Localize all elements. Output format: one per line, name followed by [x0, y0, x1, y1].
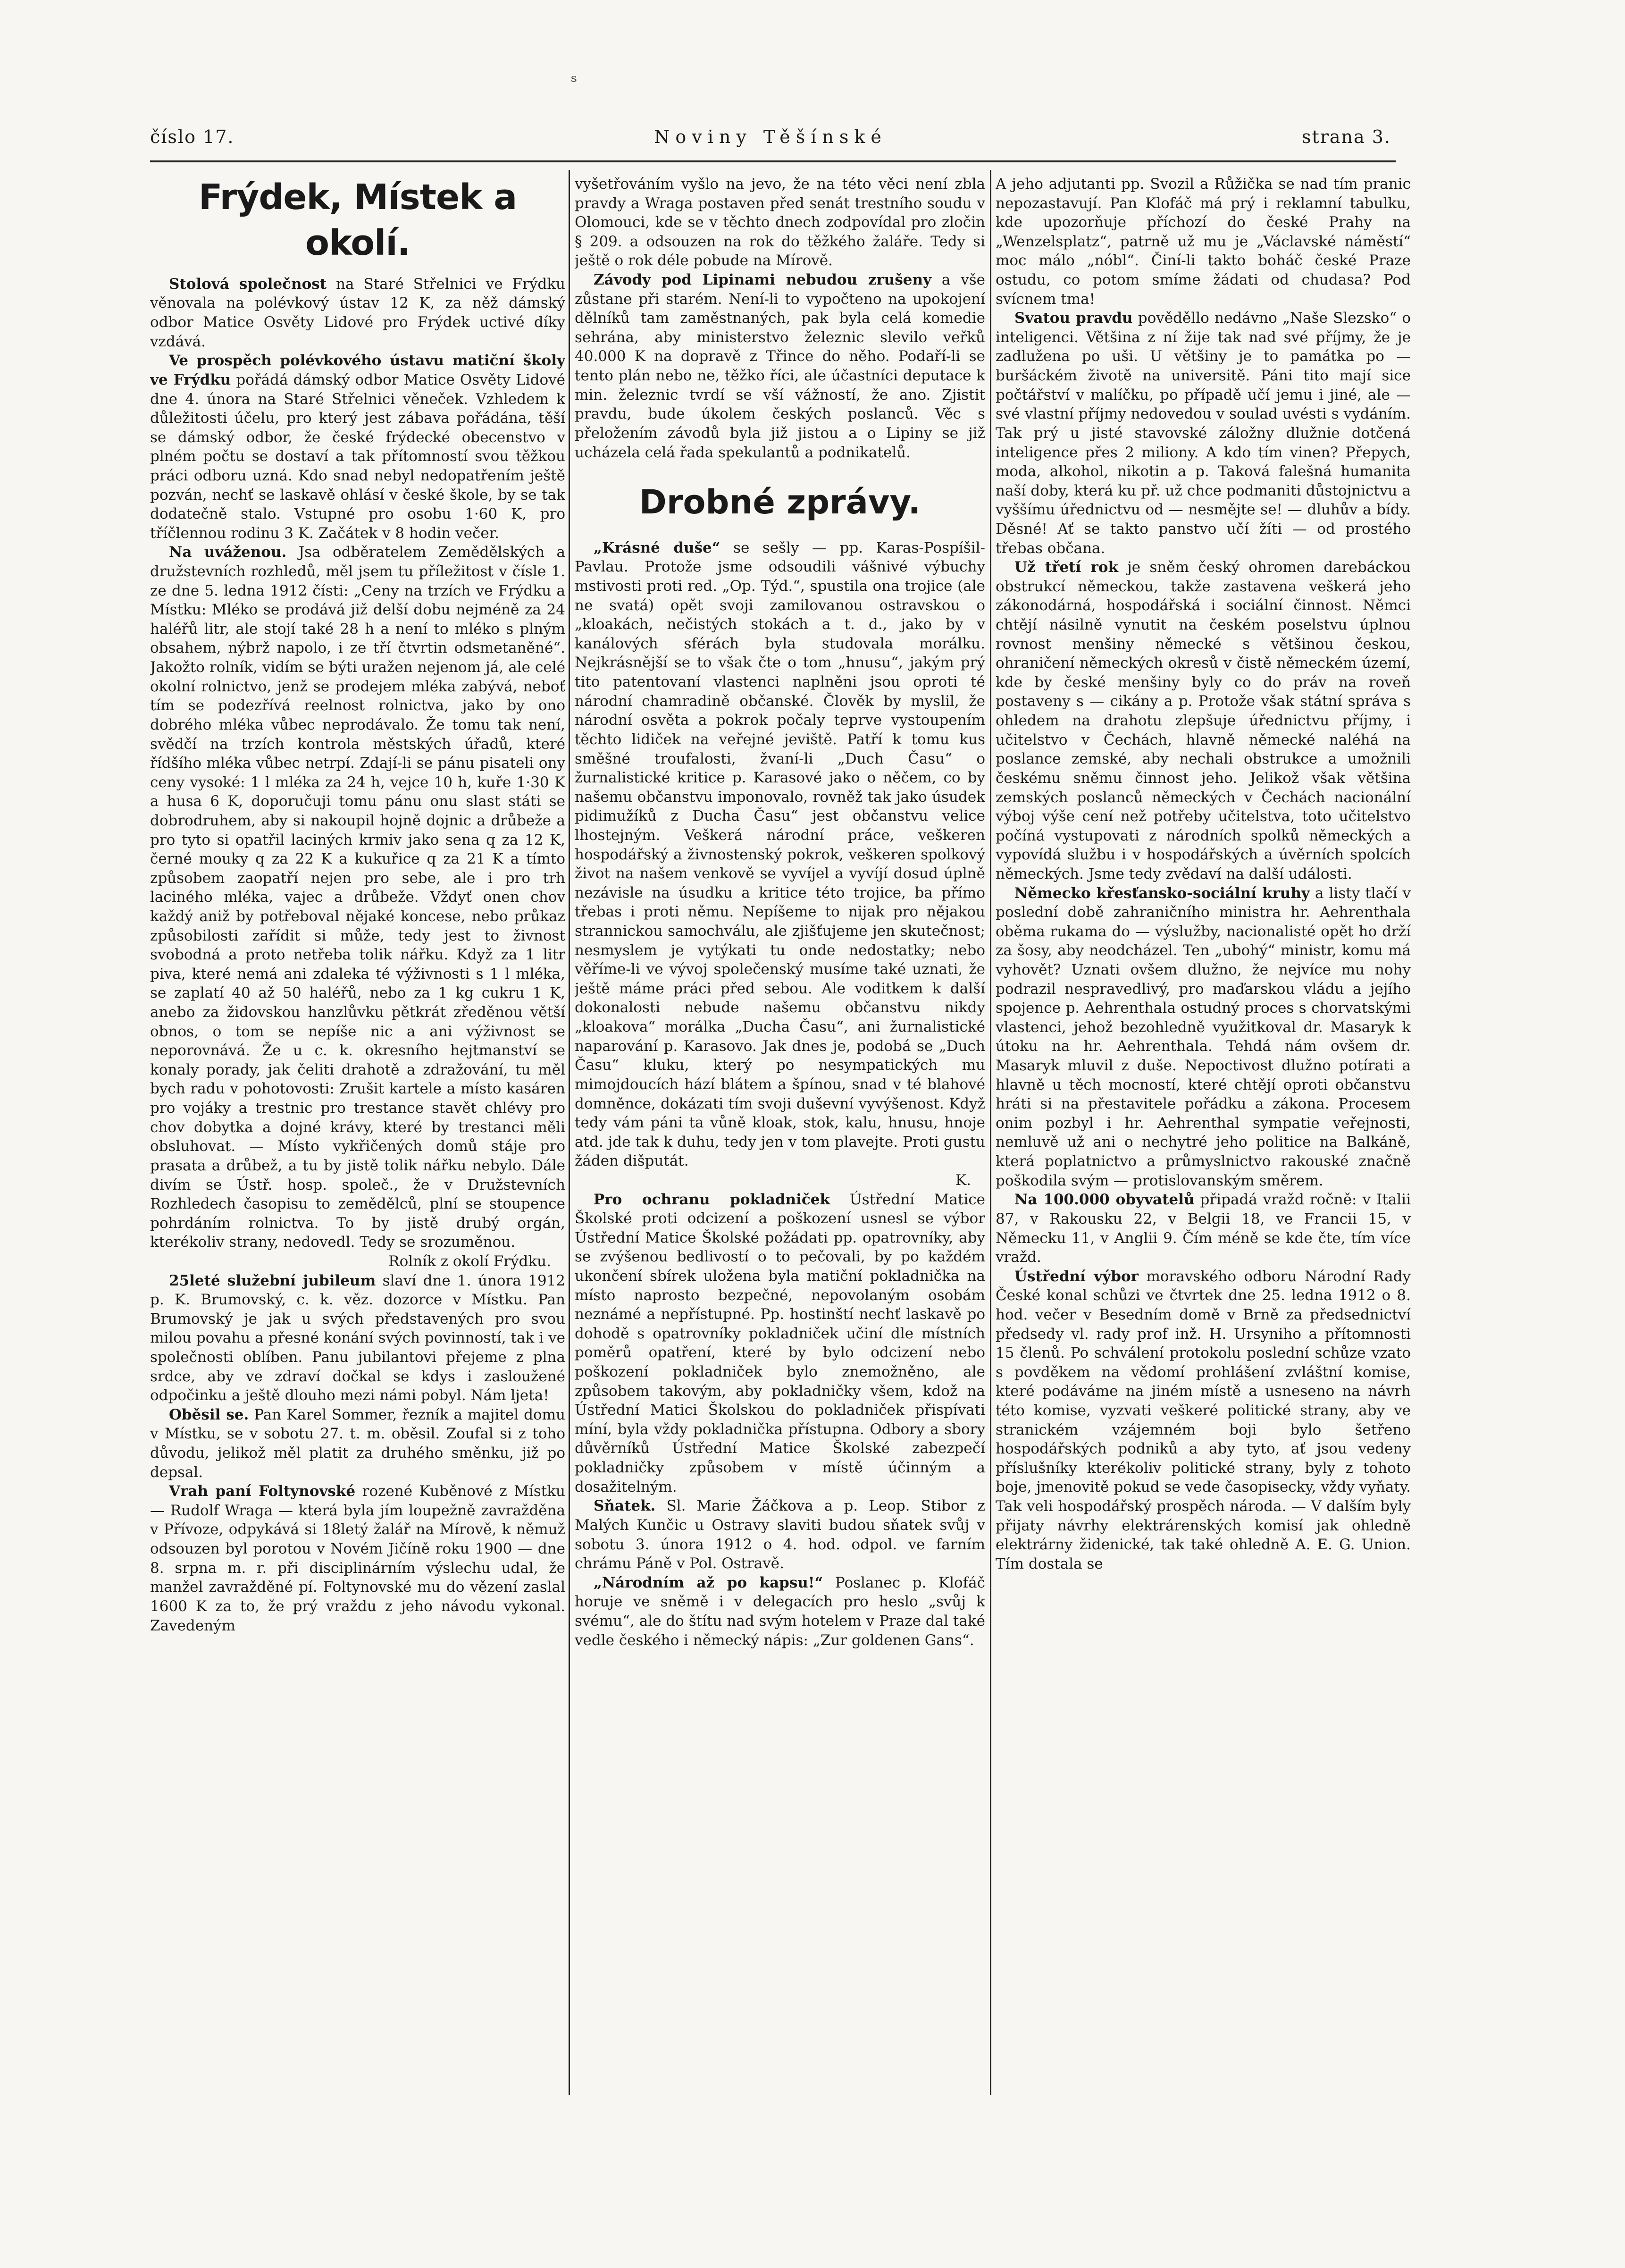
newspaper-title: Noviny Těšínské [654, 126, 887, 147]
article-pokladnicky [575, 1190, 985, 1497]
article-lead: „Národním až po kapsu!“ [594, 1574, 823, 1591]
article-svatou-pravdu [996, 309, 1411, 558]
article-lead: Pro ochranu pokladniček [594, 1191, 830, 1208]
article-lead: Svatou pravdu [1014, 310, 1133, 327]
article-body: Poslanec p. Klofáč horuje ve sněmě i v delegacích pro heslo „svůj k svému“, ale do štítu nad svým hotelem v Praze dal také vedle českého i německý nápis: „Zur goldenen Gans“. [575, 1574, 985, 1649]
article-lead: Ústřední výbor [1014, 1268, 1139, 1285]
column-divider-1 [569, 170, 570, 2095]
page-number: strana 3. [1301, 126, 1391, 147]
column-2 [575, 175, 985, 2213]
article-ustredni-vybor [996, 1267, 1411, 1574]
article-continued [996, 175, 1411, 309]
article-body: A jeho adjutanti pp. Svozil a Růžička se nad tím pranic nepozastavují. Pan Klofáč má prý i reklamní tabulku, kde upozorňuje příchozí do české Prahy na „Wenzelsplatz“, patrně už mu je „Václavské náměstí“ moc málo „nóbl“. Činí-li takto boháč české Praze ostudu, co potom smíme žádati od chudasa? Pod svícnem tma! [996, 176, 1411, 308]
article-vrah [150, 1482, 565, 1635]
issue-number: číslo 17. [150, 126, 235, 147]
article-signature: K. [955, 1171, 971, 1189]
article-body: pořádá dámský odbor Matice Osvěty Lidové dne 4. února na Staré Střelnici věneček. Vzhledem k důležitosti účelu, pro který jest zábava pořádána, těší se dámský odbor, že české frýdecké obecenstvo v plném počtu se dostaví a tak přítomností svou těžkou práci odboru uzná. Kdo snad nebyl nedopatřením ještě pozván, nechť se laskavě ohlásí v české škole, by se tak dodatečně stalo. Vstupné pro osobu 1·60 K, pro tříčlennou rodinu 3 K. Začátek v 8 hodin večer. [150, 371, 565, 542]
article-lead: „Krásné duše“ [594, 539, 720, 556]
article-body: Sl. Marie Žáčkova a p. Leop. Stibor z Malých Kunčic u Ostravy slaviti budou sňatek svůj v sobotu 3. února 1912 o 4. hod. odpol. ve farním chrámu Páně v Pol. Ostravě. [575, 1497, 985, 1572]
article-nemecko-krestanske [996, 884, 1411, 1191]
article-continued [575, 175, 985, 270]
page-mark: ˢ [571, 71, 578, 92]
section-heading-frydek: Frýdek, Místek a okolí. [198, 177, 517, 263]
header-rule [150, 160, 1396, 162]
article-krasne-duse [575, 538, 985, 1171]
column-3 [996, 175, 1411, 2213]
article-lead: Sňatek. [594, 1497, 656, 1515]
article-lead: Už třetí rok [1014, 559, 1118, 576]
article-body: slaví dne 1. února 1912 p. K. Brumovský, c. k. věz. dozorce v Místku. Pan Brumovský je jak u svých představených pro svou milou povahu a přesné konání svých povinností, tak i ve společnosti oblíben. Panu jubilantovi přejeme z plna srdce, aby ve zdraví dočkal se kdys i zasloužené odpočinku a ještě dlouho mezi námi pobyl. Nám ljeta! [150, 1272, 565, 1404]
article-signature: Rolník z okolí Frýdku. [388, 1252, 551, 1270]
article-lead: Ve prospěch polévkového ústavu matiční školy ve Frýdku [150, 352, 565, 388]
column-1 [150, 175, 565, 2213]
article-body: moravského odboru Národní Rady České konal schůzi ve čtvrtek dne 25. ledna 1912 o 8. hod. večer v Besedním domě v Brně za předsednictví předsedy vl. rady prof inž. H. Ursyniho a přítomnosti 15 členů. Po schválení protokolu poslední schůze vzato s povděkem na vědomí prohlášení zvláštní komise, které podáváme na jiném místě a usneseno na návrh této komise, vyzvati veškeré politické strany, aby ve stranickém vzájemném boji bylo šetřeno hospodářských podniků a aby tyto, ať jsou vedeny příslušníky kterékoliv politické strany, byly z tohoto boje, jmenovitě pokud se vede časopisecky, vždy vyňaty. Tak veli hospodářský prospěch národa. — V dalším byly přijaty návrhy elektrárenských komisí jak ohledně elektrárny židenické, tak také ohledně A. E. G. Union. Tím dostala se [996, 1268, 1411, 1572]
article-jubileum [150, 1271, 565, 1405]
article-lead: 25leté služební jubileum [169, 1272, 376, 1289]
article-lead: Oběsil se. [169, 1406, 249, 1423]
article-vrazdy [996, 1190, 1411, 1267]
article-body: Jsa odběratelem Zemědělských a družstevních rozhledů, měl jsem tu příležitost v čísle 1. ze dne 5. ledna 1912 čísti: „Ceny na trzích ve Frýdku a Místku: Mléko se prodává již delší dobu nejméně za 24 haléřů litr, ale stojí také 28 h a není to mléko s plným obsahem, nýbrž napolo, i ze tří čtvrtin odsmetaněné“. Jakožto rolník, vidím se býti uražen nejenom já, ale celé okolní rolnictvo, jenž se prodejem mléka zabývá, neboť tím se podezřívá reelnost rolnictva, jako by ono dobrého mléka vůbec neprodávalo. Že tomu tak není, svědčí na trzích kontrola městských úřadů, které řídšího mléka vůbec netrpí. Zdají-li se pánu pisateli ony ceny vysoké: 1 l mléka za 24 h, vejce 10 h, kuře 1·30 K a husa 6 K, doporučuji tomu pánu onu slast státi se dobrodruhem, aby si nakoupil hojně dojnic a drůbeže a pro tyto si opatřil laciných krmiv jako sena q za 12 K, černé mouky q za 22 K a kukuřice q za 21 K a tímto způsobem zaopatří nejen pro sebe, ale i pro trh laciného mléka, vajec a drůbeže. Vždyť onen chov každý aniž by potřeboval nějaké koncese, nebo průkaz způsobilosti zařídit si může, tedy jest to živnost svobodná a proto netřeba tolik nářku. Když za 1 litr piva, které nemá ani zdaleka té výživnosti s 1 l mléka, se zaplatí 40 až 50 haléřů, nebo za 1 kg cukru 1 K, anebo za židovskou hanzlůvku pětkrát zředěnou větší obnos, o tom se nepíše nic a ani výživnost se neporovnává. Že u c. k. okresního hejtmanství se konaly porady, jak čeliti drahotě a zdražování, tu měl bych radu v pohotovosti: Zrušit kartele a místo kasáren pro vojáky a trestnic pro trestance stavět chlévy pro chov dobytka a dojné krávy, které by trestanci měli obsluhovat. — Místo vykřičených domů stáje pro prasata a drůbež, a tu by jistě tolik nářku nebylo. Dále divím se Ústř. hosp. společ., že v Družstevních Rozhledech časopisu to zemědělců, plní se stoupence pohrdáním rolnictva. To by jistě drubý orgán, kterékoliv strany, nedovedl. Tedy se srozuměnou. [150, 544, 565, 1251]
article-lead: Na uváženou. [169, 544, 287, 561]
article-body: se sešly — pp. Karas-Pospíšil-Pavlau. Protože jsme odsoudili vášnivé výbuchy mstivosti proti red. „Op. Týd.“, spustila ona trojice (ale ne svatá) opět svoji zamilovanou ostravskou o „kloakách, nečistých stokách a t. d., jako by v kanálových sférách byla studovala morálku. Nejkrásnější se to však čte o tom „hnusu“, jakým prý tito patentovaní vlastenci naplněni jsou oproti té národní chamradině občanské. Člověk by myslil, že národní osvěta a pokrok počaly teprve vystoupením těchto lidiček na veřejné jeviště. Patří k tomu kus směšné troufalosti, žvaní-li „Duch Času“ o žurnalistické kritice p. Karasové jako o něčem, co by našemu občanstvu imponovalo, rovněž tak jako úsudek pidimužíků z Ducha Času“ jest občanstvu velice lhostejným. Veškerá národní práce, veškeren hospodářský a živnostenský pokrok, veškeren spolkový život na našem venkově se vyvíjel a vyvíjí dosud úplně nezávisle na úsudku a kritice této trojice, ba přímo třebas i proti němu. Nepíšeme to nijak pro nějakou strannickou samochválu, ale zjišťujeme jen skutečnost; nesmyslem je vytýkati tu onde nedostatky; nebo věříme-li ve vývoj společenský musíme také uznati, že ještě máme práci před sebou. Ale voditkem k další dokonalosti nebude našemu občanstvu nikdy „kloakova“ morálka „Ducha Času“, ani žurnalistické naparování p. Karasovo. Jak dnes je, podobá se „Duch Času“ kluku, který po nesympatických mu mimojdoucích hází blátem a špínou, snad v té blahové domněnce, dokázati tím svoji duševní vyvýšenost. Když tedy vám páni ta vůně kloak, stok, kalu, hnusu, hnoje atd. jde tak k duhu, tedy jen v tom plavejte. Proti gustu žáden dišputát. [575, 539, 985, 1170]
article-obesil-se [150, 1405, 565, 1482]
article-na-uvazenou [150, 543, 565, 1252]
article-lead: Závody pod Lipinami nebudou zrušeny [594, 271, 932, 289]
article-body: připadá vražd ročně: v Italii 87, v Rakousku 22, v Belgii 18, ve Francii 15, v Německu 11, v Anglii 9. Čím méně se kde čte, tím více vražd. [996, 1191, 1411, 1266]
section-heading-drobne-zpravy: Drobné zprávy. [639, 483, 921, 522]
article-lead: Vrah paní Foltynovské [169, 1483, 356, 1500]
article-body: pověděllo nedávno „Naše Slezsko“ o inteligenci. Většina z ní žije tak nad své příjmy, že je zadlužena po uši. U většiny je to památka po — buršáckém životě na universitě. Páni tito mají sice počtářství v malíčku, po případě učí jemu i jiné, ale — své vlastní příjmy nedovedou v soulad uvésti s vydáním. Tak prý u jisté stavovské záložny dlužnie dotčená inteligence přes 2 miliony. A kdo tím vinen? Přepych, moda, alkohol, nikotin a p. Taková falešná humanita naší doby, která ku př. už chce podmaniti důstojnictvu a vyššímu úřednictvu od — nesmějte se! — dluhův a bídy. Děsné! Ať se takto panstvo učí žíti — od prostého třebas občana. [996, 310, 1411, 557]
article-snatek [575, 1496, 985, 1573]
article-lead: Německo křesťansko-sociální kruhy [1014, 884, 1310, 902]
article-body: Pan Karel Sommer, řezník a majitel domu v Místku, se v sobotu 27. t. m. oběsil. Zoufal si z toho důvodu, jelikož měl platit za druhého směnku, již po depsal. [150, 1406, 565, 1481]
article-body: vyšetřováním vyšlo na jevo, že na této věci není zbla pravdy a Wraga postaven před senát trestního soudu v Olomouci, kde se v těchto dnech zodpovídal pro zločin § 209. a odsouzen na rok do těžkého žaláře. Tedy si ještě o rok déle pobude na Mírově. [575, 176, 985, 269]
article-stolova [150, 275, 565, 351]
article-lead: Na 100.000 obyvatelů [1014, 1191, 1195, 1209]
article-polevkovy-ustav [150, 351, 565, 543]
article-body: a listy tlačí v poslední době zahraničního ministra hr. Aehrenthala oběma rukama do — výslužby, nacionalisté opět ho drží za šosy, aby neodcházel. Ten „ubohý“ ministr, komu má vyhovět? Uznati ovšem dlužno, že nejvíce mu nohy podrazil nespravedlivý, pro maďarskou vládu a jejího spojence p. Aehrenthala ostudný proces s chorvatskými vlastenci, jehož bezohledně využitkoval dr. Masaryk k útoku na hr. Aehrenthala. Tehdá nám ovšem dr. Masaryk mluvil z duše. Nepoctivost dlužno potírati a hlavně u těch mocností, které chtějí oproti občanstvu hráti si na přestavitele pořádku a zákona. Procesem onim pozbyl i hr. Aehrenthal sympatie veřejnosti, nemluvě už ani o nechytré jeho politice na Balkáně, která poplatnictvo a průmyslnictvo rakouské značně poškodila svým — protislovanským směrem. [996, 884, 1411, 1189]
article-body: je sněm český ohromen darebáckou obstrukcí německou, takže zastavena veškerá jeho zákonodárná, hospodářská i sociální činnost. Němci chtějí násilně vynutit na českém poselstvu úplnou rovnost menšiny německé s většinou českou, ohraničení německých okresů v čistě německém území, kde by české menšiny byly co do práv na roveň postaveny s — cikány a p. Protože však státní správa s ohledem na drahotu zlepšuje úřednictvu příjmy, i učitelstvo v Čechách, hlavně německé naléhá na poslance zemské, aby nechali obstrukce a umožnili českému sněmu činnost jeho. Jelikož však většina zemských poslanců německých v Čechách nacionální výboj výše cení než potřeby učitelstva, toto učitelstvo počíná vystupovati z národních spolků německých a vypovídá službu i v hospodářských a úvěrních spolcích německých. Jsme tedy zvědaví na další události. [996, 559, 1411, 882]
page-header [150, 126, 1391, 155]
column-divider-2 [990, 170, 991, 2095]
article-body: Ústřední Matice Školské proti odcizení a poškození usnesl se výbor Ústřední Matice Školské požádati pp. opatrovníky, aby se zvýšenou bedlivostí o to pečovali, by po každém ukončení sbírek uložena byla matiční pokladnička na místo naprosto bezpečné, nepovolaným osobám neznámé a nepřístupné. Pp. hostinští nechť laskavě po dohodě s opatrovníky pokladniček učiní dle místních poměrů opatření, které by bylo odcizení nebo poškození pokladniček bylo znemožněno, ale způsobem takovým, aby pokladničky všem, kdož na Ústřední Matici Školskou do pokladniček přispívati míní, byla vždy pokladnička přístupna. Odbory a sbory důvěrníků Ústřední Matice Školské zabezpečí pokladničky způsobem v místě účinným a dosažitelným. [575, 1191, 985, 1495]
article-zavody [575, 270, 985, 462]
article-treti-rok [996, 558, 1411, 883]
article-body: a vše zůstane při starém. Není-li to vypočteno na upokojení dělníků tam zaměstnaných, pak byla celá komedie sehrána, aby ministerstvo železnic slevilo veřků 40.000 K na dopravě z Třince do něho. Podaří-li se tento plán nebo ne, těžko říci, ale účastníci deputace k min. železnic tvrdí se vší vážností, že ano. Zjistit pravdu, bude úkolem českých poslanců. Věc s přeložením závodů byla již jistou a o Lipiny se již ucházela celá řada spekulantů a podnikatelů. [575, 271, 985, 461]
article-body: na Staré Střelnici ve Frýdku věnovala na polévkový ústav 12 K, za něž dámský odbor Matice Osvěty Lidové pro Frýdek uctivé díky vzdává. [150, 275, 565, 350]
article-body: rozené Kuběnové z Místku — Rudolf Wraga — která byla jím loupežně zavražděna v Přívoze, odpykává si 18letý žalář na Mírově, k němuž odsouzen byl porotou v Novém Jičíně roku 1900 — dne 8. srpna m. r. při disciplinárním výslechu udal, že manžel zavražděné pí. Foltynovské mu do vězení zaslal 1600 K za to, že prý vraždu z jeho návodu vykonal. Zavedeným [150, 1483, 565, 1634]
article-lead: Stolová společnost [169, 275, 327, 293]
article-narodnim [575, 1573, 985, 1650]
